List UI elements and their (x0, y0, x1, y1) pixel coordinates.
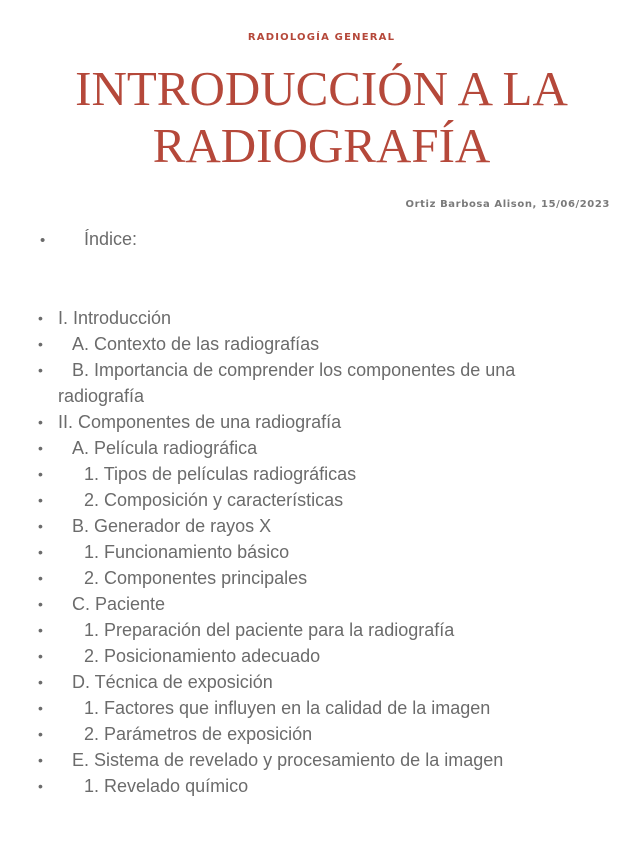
list-item-text: 1. Funcionamiento básico (84, 542, 290, 562)
list-item (38, 487, 598, 513)
list-item (38, 331, 598, 357)
index-heading-label: Índice: (84, 229, 138, 249)
bullet-icon: • (38, 518, 43, 534)
list-item-text: B. Importancia de comprender los componentes de una radiografía (58, 360, 516, 406)
list-item-text: 2. Parámetros de exposición (84, 724, 313, 744)
list-item-text: II. Componentes de una radiografía (58, 412, 342, 432)
list-item (38, 747, 598, 773)
index-heading (40, 229, 137, 250)
bullet-icon: • (38, 726, 43, 742)
bullet-icon: • (38, 752, 43, 768)
bullet-icon: • (40, 232, 46, 249)
list-item (38, 539, 598, 565)
bullet-icon: • (38, 648, 43, 664)
bullet-icon: • (38, 596, 43, 612)
list-item-text: 1. Tipos de películas radiográficas (84, 464, 357, 484)
bullet-icon: • (38, 362, 43, 378)
list-item-text: 1. Preparación del paciente para la radiografía (84, 620, 455, 640)
title-line-1: INTRODUCCIÓN A LA (75, 61, 568, 116)
list-item (38, 409, 598, 435)
bullet-icon: • (38, 492, 43, 508)
list-item (38, 461, 598, 487)
list-item (38, 305, 598, 331)
list-item-text: C. Paciente (72, 594, 166, 614)
bullet-icon: • (38, 622, 43, 638)
list-item-text: A. Contexto de las radiografías (72, 334, 320, 354)
title-line-2: RADIOGRAFÍA (152, 118, 491, 173)
bullet-icon: • (38, 310, 43, 326)
bullet-icon: • (38, 778, 43, 794)
list-item-text: B. Generador de rayos X (72, 516, 272, 536)
list-item (38, 695, 598, 721)
table-of-contents (38, 305, 598, 799)
bullet-icon: • (38, 674, 43, 690)
list-item-text: 2. Posicionamiento adecuado (84, 646, 321, 666)
list-item (38, 357, 598, 409)
list-item-text: 1. Factores que influyen en la calidad de la imagen (84, 698, 491, 718)
bullet-icon: • (38, 440, 43, 456)
bullet-icon: • (38, 544, 43, 560)
bullet-icon: • (38, 336, 43, 352)
list-item (38, 773, 598, 799)
list-item-text: 1. Revelado químico (84, 776, 249, 796)
subject-label: RADIOLOGÍA GENERAL (247, 32, 396, 43)
list-item-text: 2. Componentes principales (84, 568, 308, 588)
list-item (38, 617, 598, 643)
list-item-text: 2. Composición y características (84, 490, 344, 510)
list-item (38, 669, 598, 695)
bullet-icon: • (38, 414, 43, 430)
bullet-icon: • (38, 700, 43, 716)
list-item (38, 435, 598, 461)
list-item-text: D. Técnica de exposición (72, 672, 273, 692)
list-item (38, 513, 598, 539)
list-item-text: E. Sistema de revelado y procesamiento de la imagen (72, 750, 504, 770)
bullet-icon: • (38, 570, 43, 586)
page-title (0, 60, 643, 174)
author-date: Ortiz Barbosa Alison, 15/06/2023 (405, 199, 610, 210)
list-item (38, 643, 598, 669)
list-item-text: I. Introducción (58, 308, 172, 328)
bullet-icon: • (38, 466, 43, 482)
list-item (38, 721, 598, 747)
list-item-text: A. Película radiográfica (72, 438, 258, 458)
list-item (38, 565, 598, 591)
list-item (38, 591, 598, 617)
